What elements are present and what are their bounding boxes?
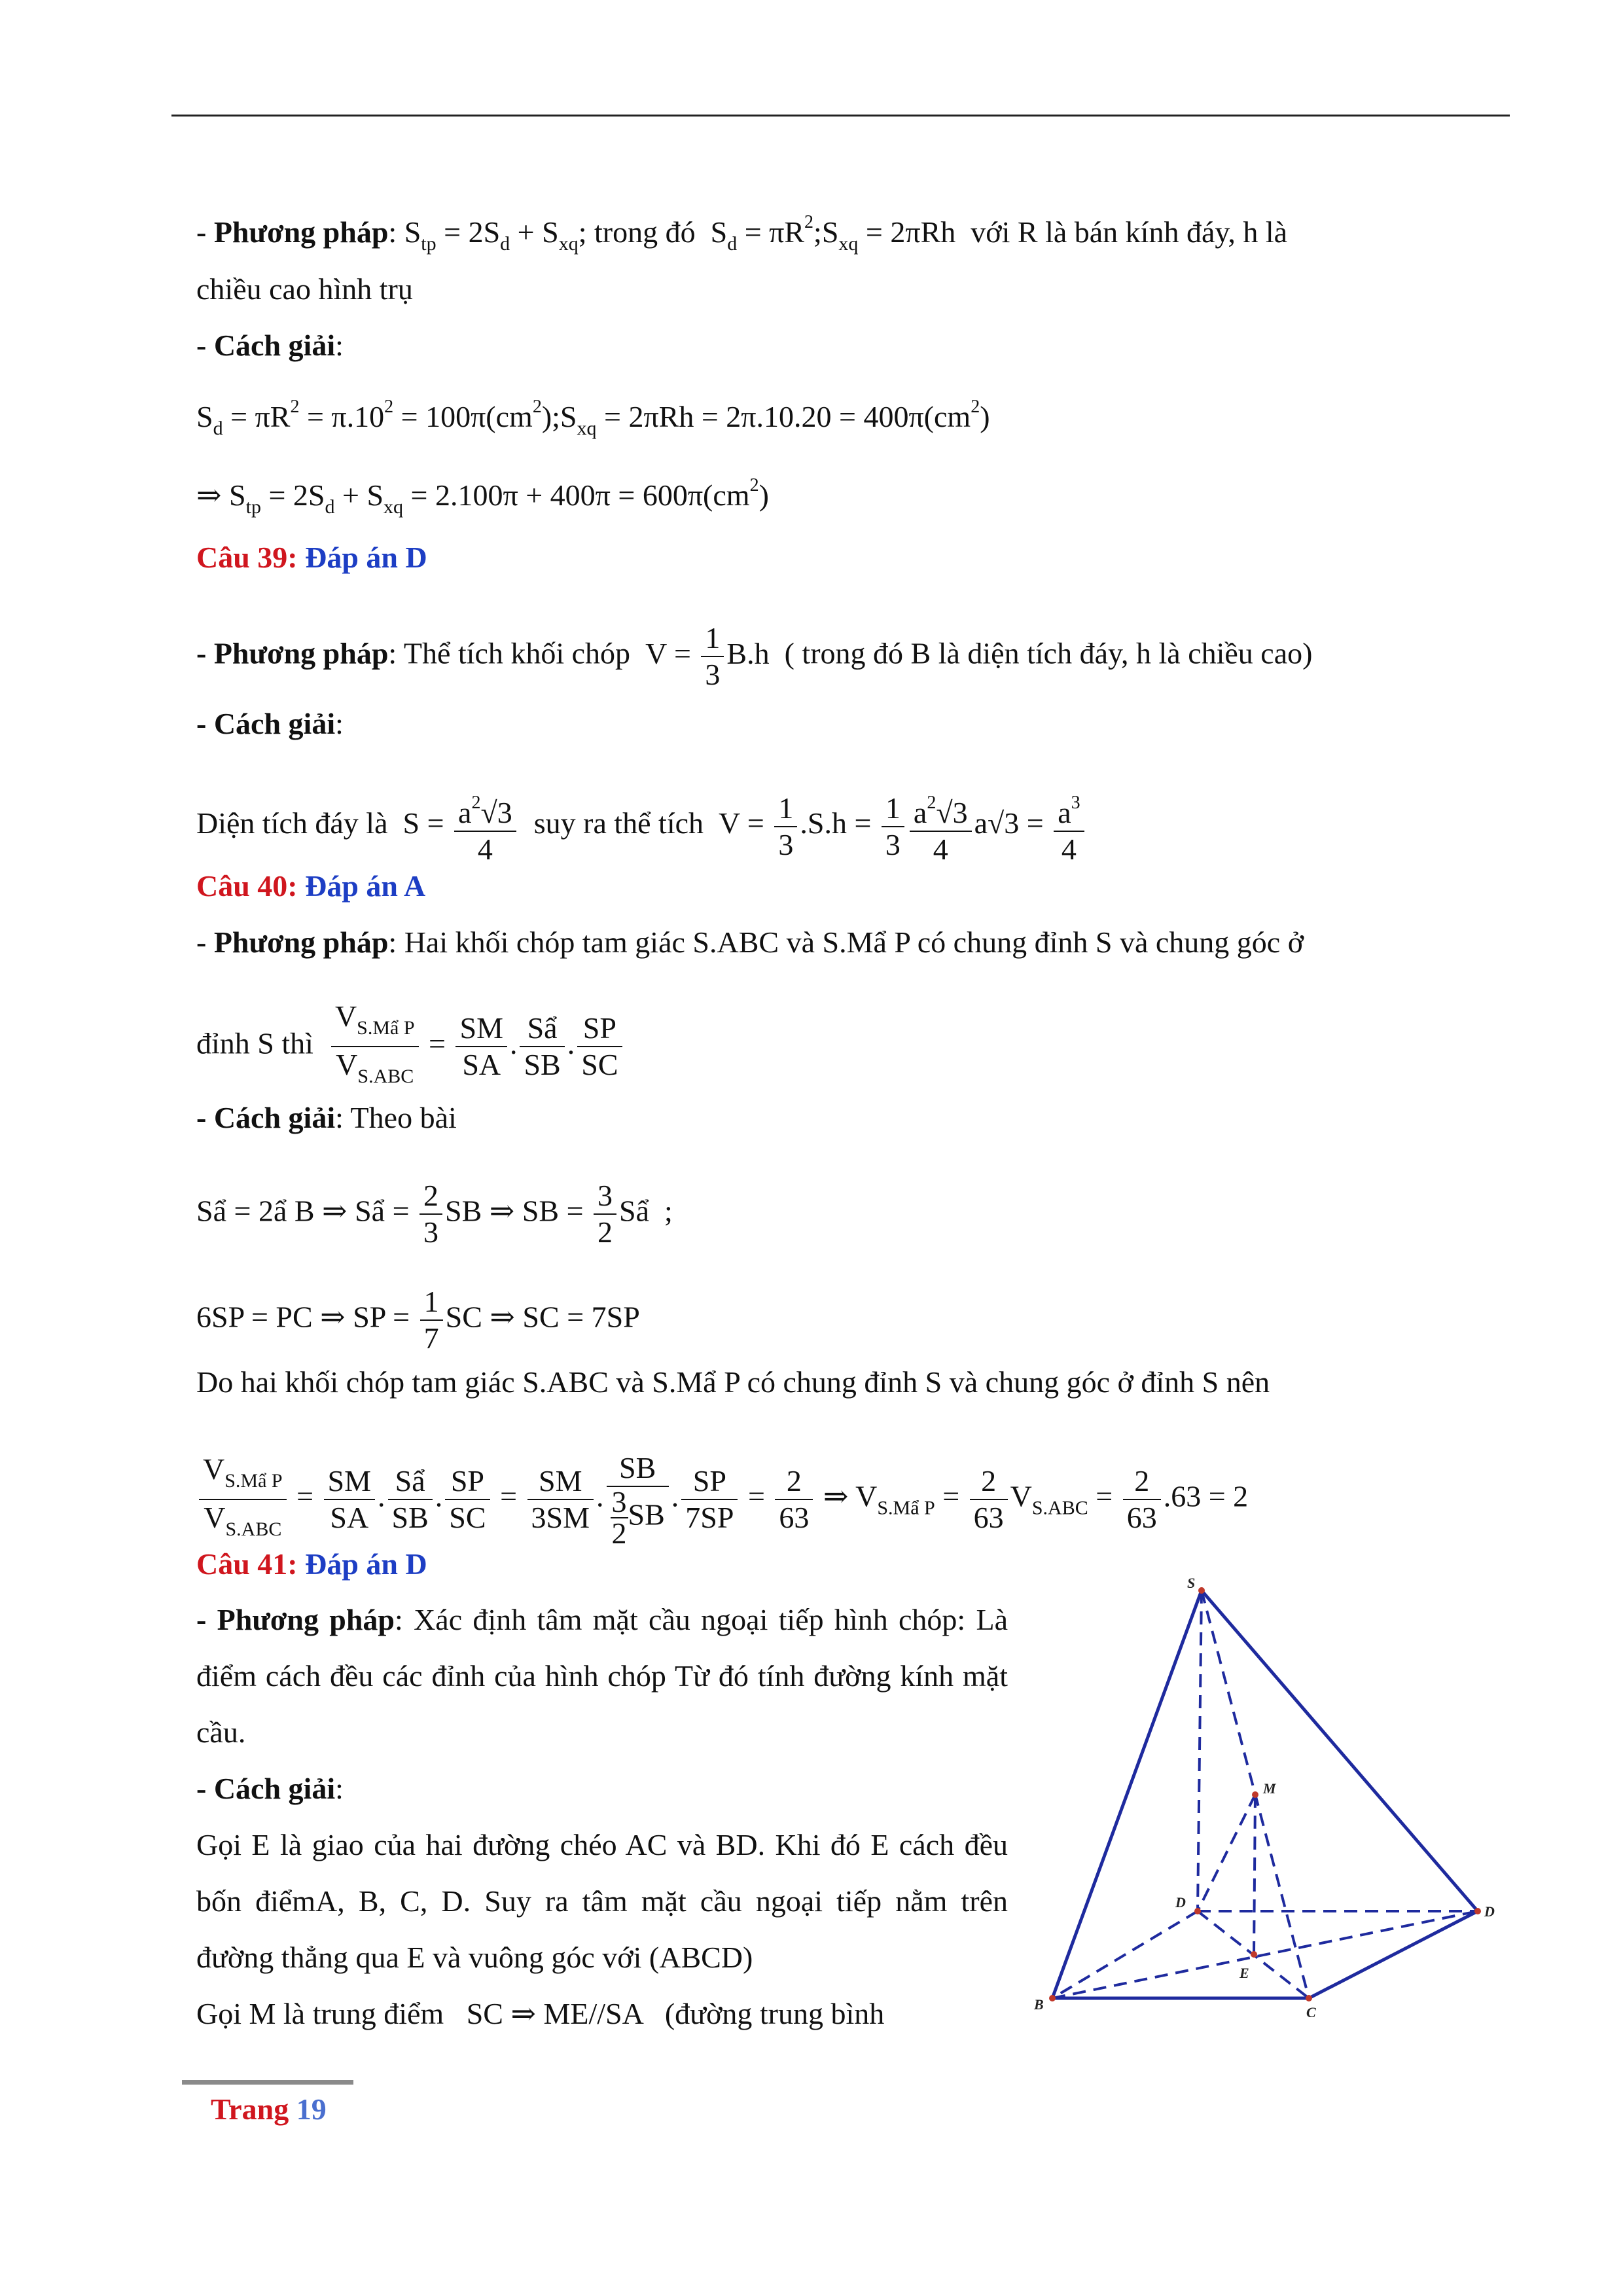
q39-heading xyxy=(196,538,427,577)
q38-method-formula2: $S_d$ = $\pi R^2;S_{xq} = 2\pi Rh$ xyxy=(703,212,956,255)
q38-method-text: ; trong đó xyxy=(578,215,696,249)
q41-p2-start: Gọi M là trung điểm xyxy=(196,1997,444,2030)
q39-area-formula: S = $\frac{a^2√3}{4}$ xyxy=(395,806,519,840)
edge-AB xyxy=(1052,1911,1198,1998)
pyramid-figure xyxy=(1021,1575,1518,2068)
q39-solution-line xyxy=(196,785,1087,867)
q41-title: Câu 41: xyxy=(196,1547,298,1581)
q39-method-label: - Phương pháp xyxy=(196,636,389,670)
label-C: C xyxy=(1306,2004,1316,2020)
label-M: M xyxy=(1263,1780,1276,1797)
edge-SD xyxy=(1202,1590,1478,1911)
point-E xyxy=(1251,1951,1257,1958)
q41-method-text: : Xác định tâm mặt cầu ngoại tiếp hình chóp: Là điểm cách đều các đỉnh của hình chóp Từ đó tính đường kính mặt cầu. xyxy=(196,1603,1008,1749)
q41-p2-formula: SC ⇒ ME//SA xyxy=(451,1997,658,2030)
point-A xyxy=(1194,1908,1201,1914)
q39-solution-text2: suy ra thể tích xyxy=(533,806,704,840)
q39-solution-label-line: - Cách giải: xyxy=(196,707,344,740)
label-B: B xyxy=(1034,1996,1044,2013)
q38-method-line2: chiều cao hình trụ xyxy=(196,272,413,306)
q41-solution-label-line: - Cách giải: xyxy=(196,1772,344,1805)
q40-method-line2-text: đỉnh S thì xyxy=(196,1026,313,1060)
point-B xyxy=(1049,1995,1056,2001)
point-S xyxy=(1198,1587,1205,1594)
edge-CD xyxy=(1309,1911,1478,1998)
q39-method-text: : Thể tích khối chóp xyxy=(388,636,631,670)
q41-paragraph-1: Gọi E là giao của hai đường chéo AC và BD. Khi đó E cách đều bốn điểmA, B, C, D. Suy ra tâm mặt cầu ngoại tiếp nằm trên đường thẳng qua E và vuông góc với (ABCD) xyxy=(196,1828,1008,1974)
q39-method-tail: ( trong đó B là diện tích đáy, h là chiều cao) xyxy=(784,636,1313,670)
q38-method-line: - Phương pháp: $S_{tp} = 2S_d + S_{xq}$; trong đó $S_d$ = $\pi R^2;S_{xq} = 2\pi Rh$ với R là bán kính đáy, h là xyxy=(196,212,1288,255)
q40-method-line xyxy=(196,923,1304,962)
q41-method-label: - Phương pháp xyxy=(196,1603,395,1636)
q39-answer: Đáp án D xyxy=(305,541,427,574)
q40-paragraph: Do hai khối chóp tam giác S.ABC và S.Mẩ P có chung đỉnh S và chung góc ở đỉnh S nên xyxy=(196,1365,1270,1399)
label-D-right: D xyxy=(1484,1903,1495,1920)
q38-equation-1: $S_d = \pi R^2 = \pi.10^2$ = $100\pi(cm^2);S_{xq} = 2\pi Rh = 2\pi.10.20 = 400\pi(cm^2)$ xyxy=(196,397,990,439)
q40-equation-3: $\frac{V_{S.Mẩ P}}{V_{S.ABC}}$ = $\frac{SM}{SA}$ . $\frac{\text{Sẩ}}{SB}$ . $\frac{SP}{SC}$ = $\frac{SM}{3SM}$ . SB $\frac{3}{2}$ SB . $\frac{SP}{7SP}$ = $\frac{2}{63}$ ⇒ $V_{S.Mẩ P}$ = $\frac{2}{63}$ $V_{S.ABC}$ = $\frac{2}{63}$ .63 = 2 xyxy=(196,1450,1248,1549)
label-S: S xyxy=(1187,1575,1196,1591)
q41-heading xyxy=(196,1545,427,1584)
q39-solution-text1: Diện tích đáy là xyxy=(196,806,388,840)
q40-equation-2: 6SP = PC ⇒ SP = $\frac{1}{7}$ SC ⇒ SC = 7SP xyxy=(196,1285,640,1355)
q41-paragraph-2 xyxy=(196,1986,1008,2042)
q40-answer: Đáp án A xyxy=(305,869,426,903)
page-footer xyxy=(211,2092,327,2126)
q40-method-label: - Phương pháp xyxy=(196,925,389,959)
header-rule xyxy=(171,115,1510,117)
point-M xyxy=(1252,1791,1258,1798)
q38-method-tail: với R là bán kính đáy, h là xyxy=(971,215,1288,249)
q38-equation-2: ⇒ $S_{tp} = 2S_d + S_{xq} = 2.100\pi + 400\pi = 600\pi(cm^2)$ xyxy=(196,475,769,518)
q41-p2-end: (đường trung bình xyxy=(664,1997,885,2030)
segment-MA xyxy=(1198,1795,1255,1911)
edge-SA xyxy=(1198,1590,1202,1911)
q40-solution-label: - Cách giải xyxy=(196,1101,336,1134)
q41-solution-label: - Cách giải xyxy=(196,1772,336,1805)
q39-volume-formula: V = $\frac{1}{3}$ B.h xyxy=(637,621,770,691)
q40-ratio-formula: $\frac{V_{S.Mẩ P}}{V_{S.ABC}}$ = $\frac{SM}{SA}$ . $\frac{\text{Sẩ}}{SB}$ . $\frac{SP}{SC}$ xyxy=(321,1027,624,1060)
edge-SB xyxy=(1052,1590,1202,1998)
q40-method-text: : Hai khối chóp tam giác S.ABC và S.Mẩ P có chung đỉnh S và chung góc ở xyxy=(388,925,1304,959)
diag-BD xyxy=(1052,1911,1478,1998)
page-number: 19 xyxy=(296,2092,327,2126)
q40-solution-text: : Theo bài xyxy=(335,1101,457,1134)
q40-heading xyxy=(196,867,425,906)
q39-solution-label: - Cách giải xyxy=(196,707,336,740)
q39-title: Câu 39: xyxy=(196,541,298,574)
footer-label: Trang xyxy=(211,2092,289,2126)
q40-title: Câu 40: xyxy=(196,869,298,903)
point-D xyxy=(1474,1908,1481,1914)
q40-solution-line xyxy=(196,1098,457,1138)
q41-answer: Đáp án D xyxy=(305,1547,427,1581)
q40-equation-1: Sẩ = 2ẩ B ⇒ Sẩ = $\frac{2}{3}$ SB ⇒ SB = $\frac{3}{2}$ Sẩ ; xyxy=(196,1179,673,1249)
q38-method-formula: $S_{tp} = 2S_d + S_{xq}$ xyxy=(404,215,579,255)
q40-eq-separator: ; xyxy=(664,1194,673,1228)
q38-method-label: - Phương pháp xyxy=(196,215,389,249)
q39-volume-result: V = $\frac{1}{3}$ .S.h = $\frac{1}{3}$ $\frac{a^2√3}{4}$ a√3 = $\frac{a^3}{4}$ xyxy=(711,806,1087,840)
segment-ME xyxy=(1254,1795,1255,1954)
footer-rule xyxy=(182,2080,353,2085)
label-E: E xyxy=(1240,1965,1249,1981)
q40-method-line2 xyxy=(196,999,625,1094)
q38-solution-label-line: - Cách giải: xyxy=(196,329,344,362)
q38-solution-label: - Cách giải xyxy=(196,329,336,362)
q41-method-paragraph xyxy=(196,1592,1008,1761)
point-C xyxy=(1306,1995,1312,2001)
label-D-left: D xyxy=(1175,1894,1186,1910)
q39-method-line xyxy=(196,620,1312,692)
